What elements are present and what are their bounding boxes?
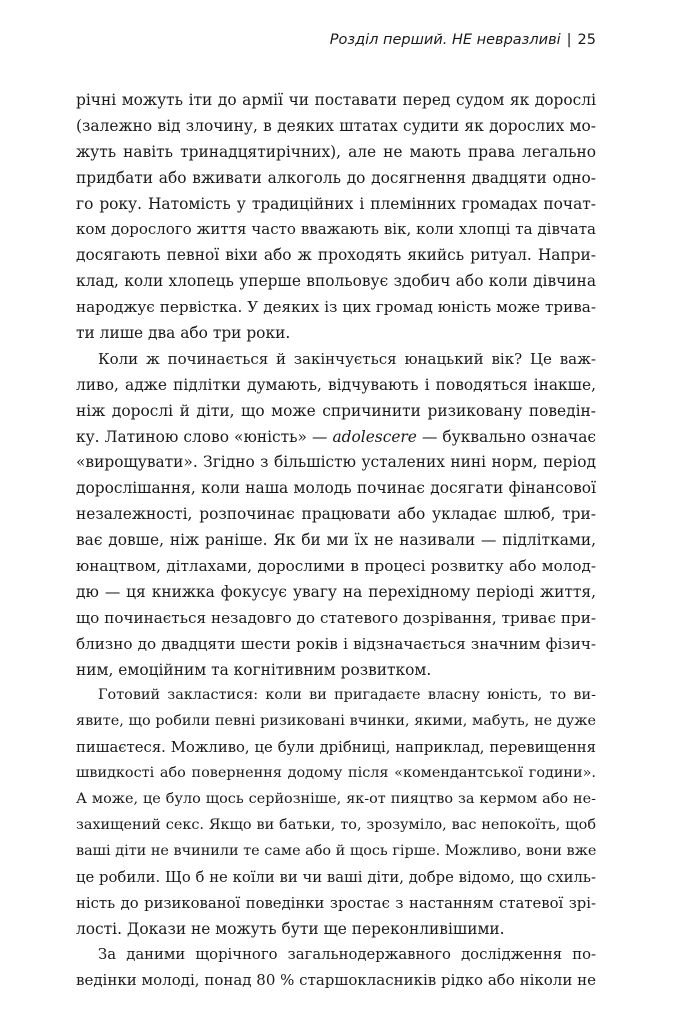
paragraph	[76, 347, 596, 684]
text-line: ти лише два або три роки.	[76, 324, 291, 343]
text-line: досягають певної віхи або ж проходять якийсь ритуал. Напри-	[76, 246, 596, 265]
text-line: ває довше, ніж раніше. Як би ми їх не називали — підлітками,	[76, 531, 596, 550]
chapter-title: Розділ перший. НЕ невразливі	[329, 32, 561, 48]
text-line: дю — ця книжка фокусує увагу на перехідному періоді життя,	[76, 582, 596, 601]
header-separator: |	[566, 32, 572, 48]
text-line: ним, емоційним та когнітивним розвитком.	[76, 660, 432, 679]
text-line: це робили. Що б не коїли ви чи ваші діти, добре відомо, що схиль-	[76, 868, 596, 886]
text-line: річні можуть іти до армії чи поставати перед судом як дорослі	[76, 91, 596, 109]
text-line: ливо, адже підлітки думають, відчувають і поводяться інакше,	[76, 375, 596, 394]
book-page	[76, 30, 596, 994]
paragraph	[76, 88, 596, 347]
text-line: що починається незадовго до статевого дозрівання, триває при-	[76, 608, 596, 627]
text-line: пишаєтеся. Можливо, це були дрібниці, наприклад, перевищення	[76, 739, 596, 757]
text-line: незалежності, розпочинає працювати або укладає шлюб, три-	[76, 505, 596, 524]
text-line: За даними щорічного загальнодержавного дослідження по-	[98, 946, 596, 964]
text-line: ведінки молоді, понад 80 % старшокласників рідко або ніколи не	[76, 971, 596, 990]
paragraph	[76, 942, 596, 994]
text-line: придбати або вживати алкоголь до досягнення двадцяти одно-	[76, 168, 596, 187]
text-line: народжує первістка. У деяких із цих громад юність може трива-	[76, 298, 596, 317]
text-line: ніж дорослі й діти, що може спричинити ризиковану поведін-	[76, 401, 596, 420]
text-line: ність до ризикованої поведінки зростає з настанням статевої зрі-	[76, 894, 596, 912]
running-head	[76, 30, 596, 50]
text-line: клад, коли хлопець уперше впольовує здобич або коли дівчина	[76, 272, 596, 291]
text-line: «вирощувати». Згідно з більшістю усталених нині норм, період	[76, 453, 596, 472]
text-line: явите, що робили певні ризиковані вчинки, якими, мабуть, не дуже	[76, 713, 596, 730]
text-line: лості. Докази не можуть бути ще переконливішими.	[76, 919, 505, 938]
text-line: Коли ж починається й закінчується юнацький вік? Це важ-	[98, 349, 596, 368]
text-line: швидкості або повернення додому після «комендантської години».	[76, 765, 596, 782]
text-line: А може, це було щось серйозніше, як-от пияцтво за кермом або не-	[76, 791, 596, 808]
text-line: дорослішання, коли наша молодь починає досягати фінансової	[76, 479, 596, 498]
text-line: жуть навіть тринадцятирічних), але не мають права легально	[76, 142, 596, 161]
text-line: захищений секс. Якщо ви батьки, то, зрозуміло, вас непокоїть, щоб	[76, 816, 596, 833]
text-line: ваші діти не вчинили те саме або й щось гірше. Можливо, вони вже	[76, 842, 597, 859]
page-number: 25	[577, 32, 596, 48]
text-line: близно до двадцяти шести років і відзначається значним фізич-	[76, 634, 596, 653]
text-line: ку. Латиною слово «юність» — adolescere — буквально означає	[76, 427, 596, 446]
text-line: Готовий закластися: коли ви пригадаєте власну юність, то ви-	[98, 687, 596, 704]
text-line: (залежно від злочину, в деяких штатах судити як дорослих мо-	[76, 116, 596, 135]
text-line: ком дорослого життя часто вважають вік, коли хлопці та дівчата	[76, 220, 596, 239]
text-line: го року. Натомість у традиційних і племінних громадах почат-	[76, 194, 596, 213]
text-line: юнацтвом, дітлахами, дорослими в процесі розвитку або молод-	[76, 557, 596, 576]
latin-term: adolescere	[332, 427, 417, 446]
body-text	[76, 88, 596, 994]
paragraph	[76, 683, 596, 942]
